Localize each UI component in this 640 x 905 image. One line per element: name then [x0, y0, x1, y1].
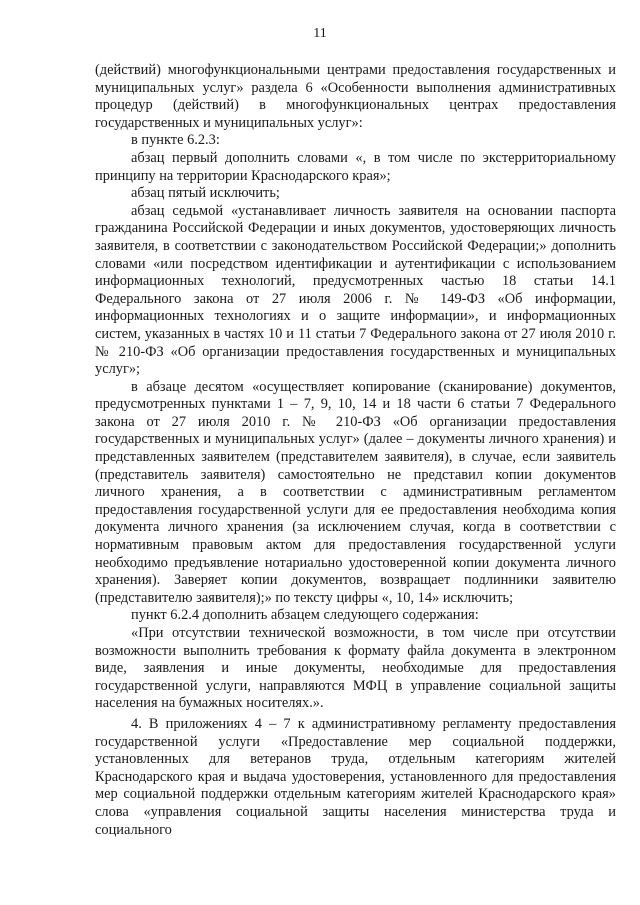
- paragraph: 4. В приложениях 4 – 7 к административному регламенту предоставления государственной услуги «Предоставление мер социальной поддержки, установленных для ветеранов труда, отдельным категориям жителей Краснодарского края и выдача удостоверения, установленного для предоставления мер социальной поддержки отдельным категориям жителей Краснодарского края» слова «управления социальной защиты населения министерства труда и социального: [95, 715, 616, 838]
- paragraph: абзац первый дополнить словами «, в том числе по экстерриториальному принципу на территории Краснодарского края»;: [95, 149, 616, 184]
- paragraph: «При отсутствии технической возможности, в том числе при отсутствии возможности выполнить требования к формату файла документа в электронном виде, заявления и иные документы, необходимые для предоставления государственной услуги, направляются МФЦ в управление социальной защиты населения на бумажных носителях.».: [95, 625, 616, 712]
- paragraph: абзац пятый исключить;: [131, 185, 280, 202]
- paragraph: в абзаце десятом «осуществляет копирование (сканирование) документов, предусмотренных пунктами 1 – 7, 9, 10, 14 и 18 части 6 статьи 7 Федерального закона от 27 июля 2010 г. № 210-ФЗ «Об организации предоставления государственных и муниципальных услуг» (далее – документы личного хранения) и представленных заявителем (представителем заявителя), в случае, если заявитель (представитель заявителя) самостоятельно не представил копии документов личного хранения, а в соответствии с административным регламентом предоставления государственной услуги для ее предоставления необходима копия документа личного хранения (за исключением случая, когда в соответствии с нормативным правовым актом для предоставления государственной услуги необходимо предъявление нотариально удостоверенной копии документа личного хранения). Заверяет копии документов, возвращает подлинники заявителю (представителю заявителя);» по тексту цифры «, 10, 14» исключить;: [95, 378, 616, 606]
- paragraph: пункт 6.2.4 дополнить абзацем следующего содержания:: [131, 607, 479, 624]
- paragraph: (действий) многофункциональными центрами предоставления государственных и муниципальных услуг» раздела 6 «Особенности выполнения административных процедур (действий) в многофункциональных центрах предоставления государственных и муниципальных услуг»:: [95, 62, 616, 131]
- document-body: [95, 62, 616, 839]
- page-number: 11: [313, 26, 327, 41]
- paragraph: абзац седьмой «устанавливает личность заявителя на основании паспорта гражданина Российской Федерации и иных документов, удостоверяющих личность заявителя, в соответствии с законодательством Российской Федерации;» дополнить словами «или посредством идентификации и аутентификации с использованием информационных технологий, предусмотренных частью 18 статьи 14.1 Федерального закона от 27 июля 2006 г. № 149-ФЗ «Об информации, информационных технологиях и о защите информации», и информационных систем, указанных в частях 10 и 11 статьи 7 Федерального закона от 27 июля 2010 г. № 210-ФЗ «Об организации предоставления государственных и муниципальных услуг»;: [95, 202, 616, 378]
- paragraph: в пункте 6.2.3:: [131, 132, 220, 149]
